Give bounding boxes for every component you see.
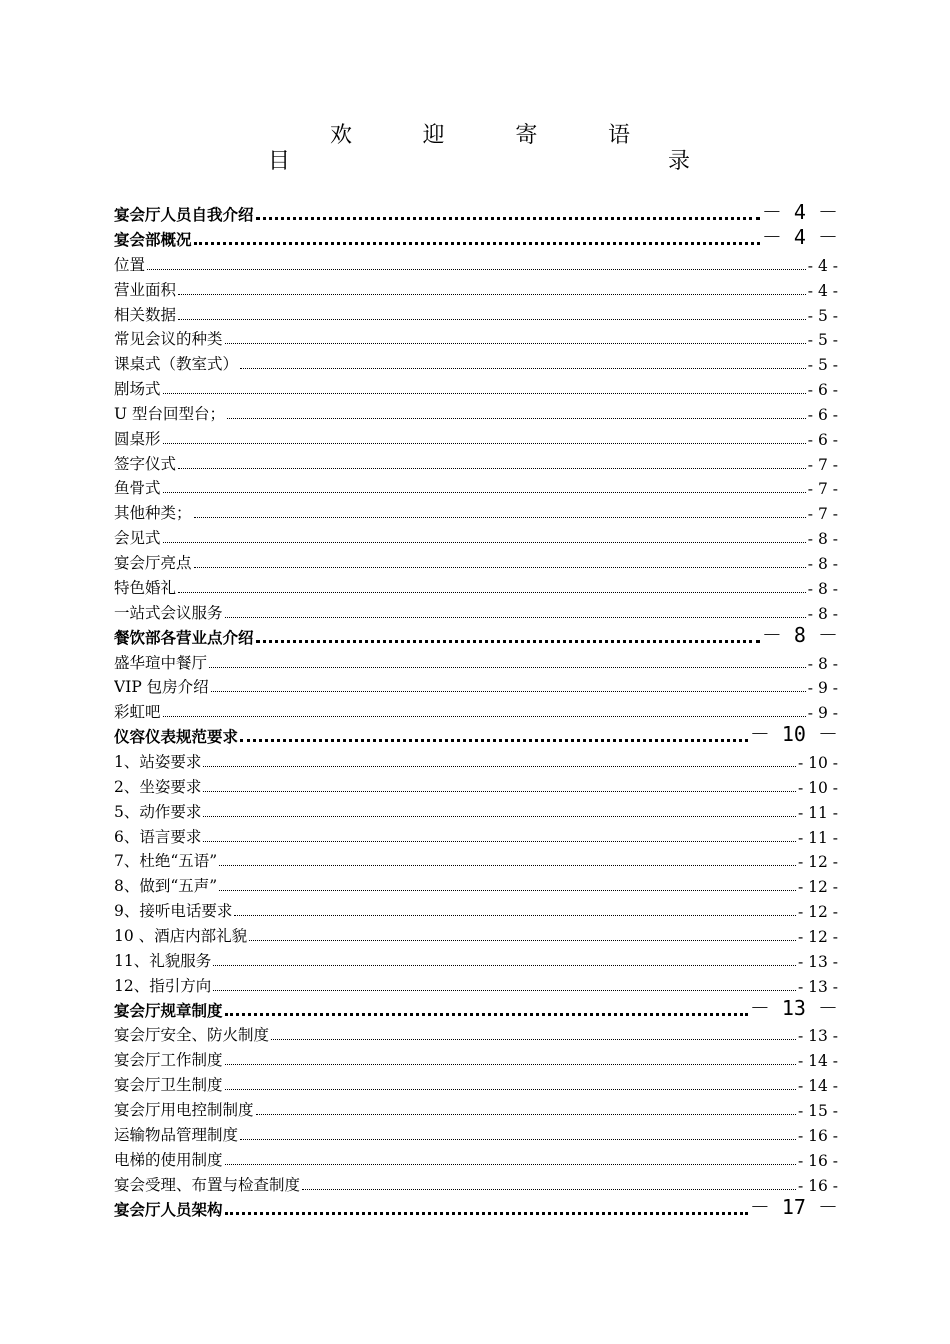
toc-entry-page-number: - 11 -	[797, 828, 838, 847]
toc-entry-page-number: - 11 -	[797, 803, 838, 822]
toc-entry-label: 常见会议的种类	[114, 330, 223, 349]
toc-entry-label: 宴会厅亮点	[114, 553, 192, 572]
toc-dot-leader	[163, 393, 806, 394]
toc-entry-page-number: - 5 -	[807, 331, 838, 350]
toc-entry[interactable]	[114, 300, 838, 325]
toc-entry-label: 课桌式（教室式）	[114, 355, 239, 374]
toc-entry-label: 彩虹吧	[114, 703, 161, 722]
toc-entry-page-number: - 7 -	[807, 505, 838, 524]
toc-entry[interactable]	[114, 971, 838, 996]
toc-entry[interactable]	[114, 424, 838, 449]
toc-entry-label: 宴会部概况	[114, 231, 192, 249]
toc-entry[interactable]	[114, 1070, 838, 1095]
toc-entry-label: 特色婚礼	[114, 578, 177, 597]
toc-entry[interactable]	[114, 896, 838, 921]
toc-dot-leader	[147, 269, 806, 270]
toc-entry-page-number: - 12 -	[797, 927, 838, 946]
toc-heading	[268, 148, 690, 176]
toc-entry-page-number: - 9 -	[807, 679, 838, 698]
toc-entry-page-number: - 16 -	[797, 1126, 838, 1145]
toc-dot-leader	[249, 940, 796, 941]
toc-entry[interactable]	[114, 474, 838, 499]
toc-entry-page-number: - 16 -	[797, 1151, 838, 1170]
toc-entry-page-number: - 6 -	[807, 405, 838, 424]
toc-entry-page-number: - 6 -	[807, 381, 838, 400]
toc-entry-page-number: - 13 -	[797, 1027, 838, 1046]
toc-entry[interactable]	[114, 1145, 838, 1170]
toc-dot-leader	[234, 915, 796, 916]
toc-entry-label: 5、动作要求	[114, 802, 202, 821]
toc-entry[interactable]	[114, 399, 838, 424]
toc-entry[interactable]	[114, 548, 838, 573]
title-char: 寄	[515, 123, 538, 148]
toc-entry[interactable]	[114, 921, 838, 946]
toc-dot-leader	[240, 1139, 796, 1140]
toc-dot-leader	[240, 368, 806, 369]
toc-entry-page-number: - 13 -	[797, 977, 838, 996]
toc-entry-page-number: - 8 -	[807, 604, 838, 623]
toc-dot-leader	[225, 617, 806, 618]
toc-dot-leader	[225, 343, 806, 344]
toc-entry-label: 一站式会议服务	[114, 603, 223, 622]
toc-dot-leader	[256, 217, 760, 220]
toc-dot-leader	[211, 691, 806, 692]
toc-dot-leader	[178, 468, 806, 469]
toc-entry[interactable]	[114, 822, 838, 847]
toc-dot-leader	[203, 841, 796, 842]
toc-entry-label: 7、杜绝“五语”	[114, 852, 218, 871]
toc-entry[interactable]	[114, 449, 838, 474]
toc-entry-page-number: - 4 -	[807, 281, 838, 300]
toc-dot-leader	[178, 294, 806, 295]
toc-entry-page-number: - 8 -	[807, 579, 838, 598]
toc-dot-leader	[163, 542, 806, 543]
toc-entry-page-number: - 14 -	[797, 1077, 838, 1096]
toc-entry-page-number: － 10 －	[749, 722, 838, 747]
toc-entry-heading[interactable]	[114, 722, 838, 747]
title-char: 语	[607, 123, 630, 148]
toc-dot-leader	[178, 592, 806, 593]
toc-entry-heading[interactable]	[114, 623, 838, 648]
toc-entry-label: 12、指引方向	[114, 976, 212, 995]
toc-entry[interactable]	[114, 946, 838, 971]
toc-dot-leader	[203, 791, 796, 792]
toc-dot-leader	[213, 990, 796, 991]
toc-dot-leader	[225, 1212, 748, 1215]
toc-entry-page-number: - 14 -	[797, 1052, 838, 1071]
toc-dot-leader	[163, 492, 806, 493]
toc-entry[interactable]	[114, 697, 838, 722]
toc-entry[interactable]	[114, 250, 838, 275]
toc-entry-label: 宴会厅安全、防火制度	[114, 1026, 270, 1045]
toc-dot-leader	[225, 1013, 748, 1016]
toc-entry[interactable]	[114, 772, 838, 797]
toc-entry-heading[interactable]	[114, 1195, 838, 1220]
toc-entry-label: 1、站姿要求	[114, 753, 202, 772]
toc-entry-label: 6、语言要求	[114, 827, 202, 846]
toc-entry[interactable]	[114, 648, 838, 673]
toc-entry-page-number: - 9 -	[807, 704, 838, 723]
toc-entry-page-number: - 5 -	[807, 356, 838, 375]
toc-entry-label: 2、坐姿要求	[114, 777, 202, 796]
toc-dot-leader	[271, 1039, 796, 1040]
toc-entry-page-number: - 7 -	[807, 455, 838, 474]
toc-entry[interactable]	[114, 349, 838, 374]
toc-dot-leader	[194, 567, 806, 568]
toc-entry[interactable]	[114, 325, 838, 350]
toc-entry[interactable]	[114, 673, 838, 698]
toc-entry[interactable]	[114, 797, 838, 822]
toc-dot-leader	[219, 865, 796, 866]
toc-entry-page-number: - 8 -	[807, 654, 838, 673]
toc-dot-leader	[225, 1064, 796, 1065]
title-char: 迎	[422, 123, 445, 148]
toc-entry-label: 电梯的使用制度	[114, 1150, 223, 1169]
page-title	[330, 122, 630, 150]
toc-entry-label: 宴会厅规章制度	[114, 1001, 223, 1020]
toc-entry-page-number: - 10 -	[797, 778, 838, 797]
toc-entry[interactable]	[114, 747, 838, 772]
toc-entry-page-number: - 5 -	[807, 306, 838, 325]
toc-entry-label: 鱼骨式	[114, 479, 161, 498]
toc-dot-leader	[256, 1114, 796, 1115]
toc-entry-page-number: - 6 -	[807, 430, 838, 449]
toc-entry-label: 相关数据	[114, 305, 177, 324]
toc-entry-label: U 型台回型台；	[114, 404, 225, 423]
toc-entry[interactable]	[114, 1045, 838, 1070]
toc-dot-leader	[219, 890, 796, 891]
toc-entry-page-number: - 4 -	[807, 256, 838, 275]
toc-dot-leader	[163, 443, 806, 444]
toc-entry-label: 宴会厅人员架构	[114, 1200, 223, 1219]
toc-entry-label: 剧场式	[114, 380, 161, 399]
toc-dot-leader	[227, 418, 806, 419]
toc-entry-label: 会见式	[114, 529, 161, 548]
toc-entry-label: 仪容仪表规范要求	[114, 728, 239, 747]
toc-entry-page-number: - 8 -	[807, 554, 838, 573]
toc-entry-heading[interactable]	[114, 200, 838, 225]
toc-entry-label: VIP 包房介绍	[114, 678, 209, 697]
toc-entry-label: 其他种类；	[114, 504, 192, 523]
toc-entry-page-number: - 16 -	[797, 1176, 838, 1195]
toc-entry-page-number: - 15 -	[797, 1102, 838, 1120]
toc-entry-label: 宴会厅卫生制度	[114, 1076, 223, 1095]
table-of-contents	[114, 200, 838, 1220]
toc-entry-page-number: - 10 -	[797, 754, 838, 773]
toc-entry-label: 10 、酒店内部礼貌	[114, 926, 248, 945]
toc-entry[interactable]	[114, 1021, 838, 1046]
toc-dot-leader	[163, 716, 806, 717]
toc-heading-char: 目	[268, 149, 291, 174]
toc-dot-leader	[240, 739, 748, 742]
toc-entry-label: 圆桌形	[114, 429, 161, 448]
toc-entry-page-number: - 8 -	[807, 530, 838, 549]
toc-entry-page-number: - 12 -	[797, 878, 838, 897]
toc-dot-leader	[256, 640, 760, 643]
toc-entry[interactable]	[114, 1170, 838, 1195]
toc-dot-leader	[203, 766, 796, 767]
toc-entry[interactable]	[114, 598, 838, 623]
toc-entry[interactable]	[114, 275, 838, 300]
toc-dot-leader	[194, 517, 806, 518]
toc-dot-leader	[225, 1089, 796, 1090]
toc-entry[interactable]	[114, 573, 838, 598]
toc-entry-heading[interactable]	[114, 225, 838, 250]
toc-entry-label: 8、做到“五声”	[114, 877, 218, 896]
toc-entry-page-number: － 4 －	[761, 225, 838, 249]
toc-entry-page-number: － 8 －	[761, 622, 838, 647]
toc-entry-label: 运输物品管理制度	[114, 1125, 239, 1144]
toc-dot-leader	[213, 965, 796, 966]
toc-entry-page-number: - 7 -	[807, 480, 838, 499]
toc-heading-char: 录	[667, 149, 690, 174]
toc-entry[interactable]	[114, 523, 838, 548]
toc-entry-page-number: - 13 -	[797, 952, 838, 971]
toc-entry[interactable]	[114, 1095, 838, 1120]
toc-dot-leader	[225, 1164, 796, 1165]
toc-entry-label: 9、接听电话要求	[114, 902, 233, 921]
toc-dot-leader	[178, 319, 806, 320]
toc-entry-heading[interactable]	[114, 996, 838, 1021]
toc-dot-leader	[302, 1189, 796, 1190]
toc-entry[interactable]	[114, 847, 838, 872]
toc-entry-label: 餐饮部各营业点介绍	[114, 628, 254, 647]
toc-entry-label: 宴会厅用电控制制度	[114, 1101, 254, 1119]
toc-dot-leader	[194, 242, 760, 245]
toc-entry-page-number: － 4 －	[761, 200, 838, 224]
toc-entry-label: 11、礼貌服务	[114, 951, 212, 970]
toc-entry-label: 营业面积	[114, 280, 177, 299]
toc-entry-page-number: - 12 -	[797, 903, 838, 922]
toc-entry-page-number: － 17 －	[749, 1194, 838, 1219]
toc-entry-label: 宴会厅工作制度	[114, 1051, 223, 1070]
toc-entry-label: 宴会受理、布置与检查制度	[114, 1175, 301, 1194]
toc-dot-leader	[203, 816, 796, 817]
toc-entry[interactable]	[114, 498, 838, 523]
toc-entry[interactable]	[114, 374, 838, 399]
toc-entry-page-number: － 13 －	[749, 995, 838, 1020]
title-char: 欢	[330, 123, 353, 148]
toc-entry-label: 位置	[114, 255, 146, 274]
toc-entry-label: 宴会厅人员自我介绍	[114, 206, 254, 224]
toc-dot-leader	[209, 667, 806, 668]
toc-entry[interactable]	[114, 1120, 838, 1145]
toc-entry[interactable]	[114, 871, 838, 896]
toc-entry-label: 签字仪式	[114, 454, 177, 473]
toc-entry-page-number: - 12 -	[797, 853, 838, 872]
toc-entry-label: 盛华瑄中餐厅	[114, 653, 208, 672]
